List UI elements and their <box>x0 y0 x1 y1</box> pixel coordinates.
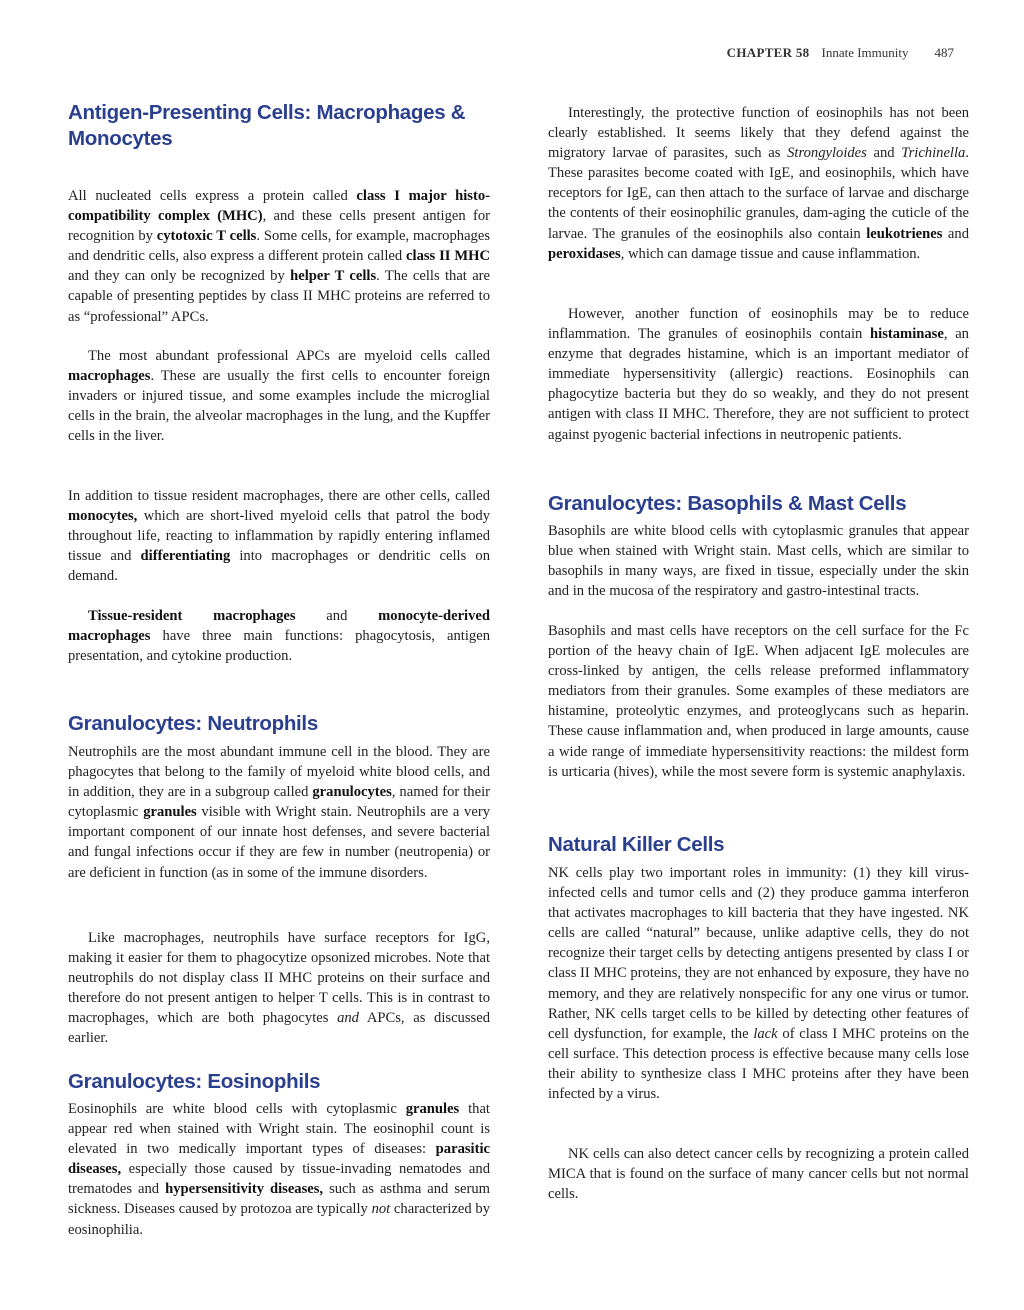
running-head <box>727 45 954 61</box>
heading-apc: Antigen-Presenting Cells: Macrophages & Monocytes <box>68 101 466 150</box>
heading-basophils: Granulocytes: Basophils & Mast Cells <box>548 492 907 515</box>
paragraph-eosinophils-1: Eosinophils are white blood cells with cytoplasmic granules that appear red when stained with Wright stain. The eosinophil count is elevated in two medically important types of diseases: parasitic diseases, especially those caused by tissue-invading nematodes and trematodes and hypersensitivity diseases, such as asthma and serum sickness. Diseases caused by protozoa are typically not characterized by eosinophilia. <box>68 1101 490 1238</box>
paragraph-basophils-1: Basophils are white blood cells with cytoplasmic granules that appear blue when stained with Wright stain. Mast cells, which are similar to basophils in many ways, are fixed in tissue, especially under the skin and in the mucosa of the respiratory and gastro-intestinal tracts. <box>548 523 969 600</box>
chapter-title: Innate Immunity <box>821 45 909 60</box>
paragraph-nk-1: NK cells play two important roles in immunity: (1) they kill virus-infected cells and tumor cells and (2) they produce gamma interferon that activates macrophages to kill bacteria that they have ingested. NK cells are called “natural” because, unlike adaptive cells, they do not recognize their target cells by detecting antigens presented by class I or class II MHC proteins, they are not enhanced by exposure, they have no memory, and they are relatively nonspecific for any one virus or tumor. Rather, NK cells target cells to be killed by detecting other features of cell dysfunction, for example, the lack of class I MHC proteins on the cell surface. This detection process is effective because many cells lose their ability to synthesize class I MHC proteins after they have been infected by a virus. <box>548 865 969 1103</box>
heading-nk-cells: Natural Killer Cells <box>548 833 725 856</box>
paragraph-nk-2: NK cells can also detect cancer cells by recognizing a protein called MICA that is found on the surface of many cancer cells but not normal cells. <box>548 1146 969 1203</box>
paragraph-apc-1: All nucleated cells express a protein called class I major histo-compatibility complex (MHC), and these cells present antigen for recognition by cytotoxic T cells. Some cells, for example, macrophages and dendritic cells, also express a different protein called class II MHC and they can only be recognized by helper T cells. The cells that are capable of presenting peptides by class II MHC proteins are referred to as “professional” APCs. <box>68 188 491 325</box>
paragraph-apc-3: In addition to tissue resident macrophages, there are other cells, called monocytes, which are short-lived myeloid cells that patrol the body throughout life, reacting to inflammation by rapidly entering inflamed tissue and differentiating into macrophages or dendritic cells on demand. <box>68 488 490 585</box>
paragraph-neutrophils-1: Neutrophils are the most abundant immune cell in the blood. They are phagocytes that belong to the family of myeloid white blood cells, and in addition, they are in a subgroup called granulocytes, named for their cytoplasmic granules visible with Wright stain. Neutrophils are a very important component of our innate host defenses, and severe bacterial and fungal infections occur if they are few in number (neutropenia) or are deficient in function (as in some of the immune disorders. <box>68 744 490 881</box>
paragraph-eosinophils-2: Interestingly, the protective function of eosinophils has not been clearly established. It seems likely that they defend against the migratory larvae of parasites, such as Strongyloides and Trichinella. These parasites become coated with IgE, and eosinophils, which have receptors for IgE, can then attach to the surface of larvae and discharge the contents of their eosinophilic granules, dam-aging the cuticle of the larvae. The granules of the eosinophils also contain leukotrienes and peroxidases, which can damage tissue and cause inflammation. <box>548 105 969 262</box>
heading-neutrophils: Granulocytes: Neutrophils <box>68 712 318 735</box>
paragraph-basophils-2: Basophils and mast cells have receptors on the cell surface for the Fc portion of the heavy chain of IgE. When adjacent IgE molecules are cross-linked by antigen, the cells release preformed inflammatory mediators from their granules. Some examples of these mediators are histamine, proteolytic enzymes, and proteoglycans such as heparin. These cause inflammation and, when produced in large amounts, cause a wide range of immediate hypersensitivity reactions: the mildest form is urticaria (hives), while the most severe form is systemic anaphylaxis. <box>548 623 969 780</box>
paragraph-neutrophils-2: Like macrophages, neutrophils have surface receptors for IgG, making it easier for them to phagocytize opsonized microbes. Note that neutrophils do not display class II MHC proteins on their surface and therefore do not present antigen to helper T cells. This is in contrast to macrophages, which are both phagocytes and APCs, as discussed earlier. <box>68 930 490 1047</box>
paragraph-apc-2: The most abundant professional APCs are myeloid cells called macrophages. These are usually the first cells to encounter foreign invaders or injured tissue, and some examples include the microglial cells in the brain, the alveolar macrophages in the lung, and the Kupffer cells in the liver. <box>68 348 490 445</box>
page-number: 487 <box>934 45 954 60</box>
paragraph-apc-4: Tissue-resident macrophages and monocyte-derived macrophages have three main functions: phagocytosis, antigen presentation, and cytokine production. <box>68 608 490 665</box>
chapter-label: CHAPTER 58 <box>726 45 810 60</box>
heading-eosinophils: Granulocytes: Eosinophils <box>68 1070 321 1093</box>
paragraph-eosinophils-3: However, another function of eosinophils may be to reduce inflammation. The granules of eosinophils contain histaminase, an enzyme that degrades histamine, which is an important mediator of immediate hypersensitivity (allergic) reactions. Eosinophils can phagocytize bacteria but they do so weakly, and they do not present antigen with class II MHC. Therefore, they are not sufficient to protect against pyogenic bacterial infections in neutropenic patients. <box>548 306 969 443</box>
